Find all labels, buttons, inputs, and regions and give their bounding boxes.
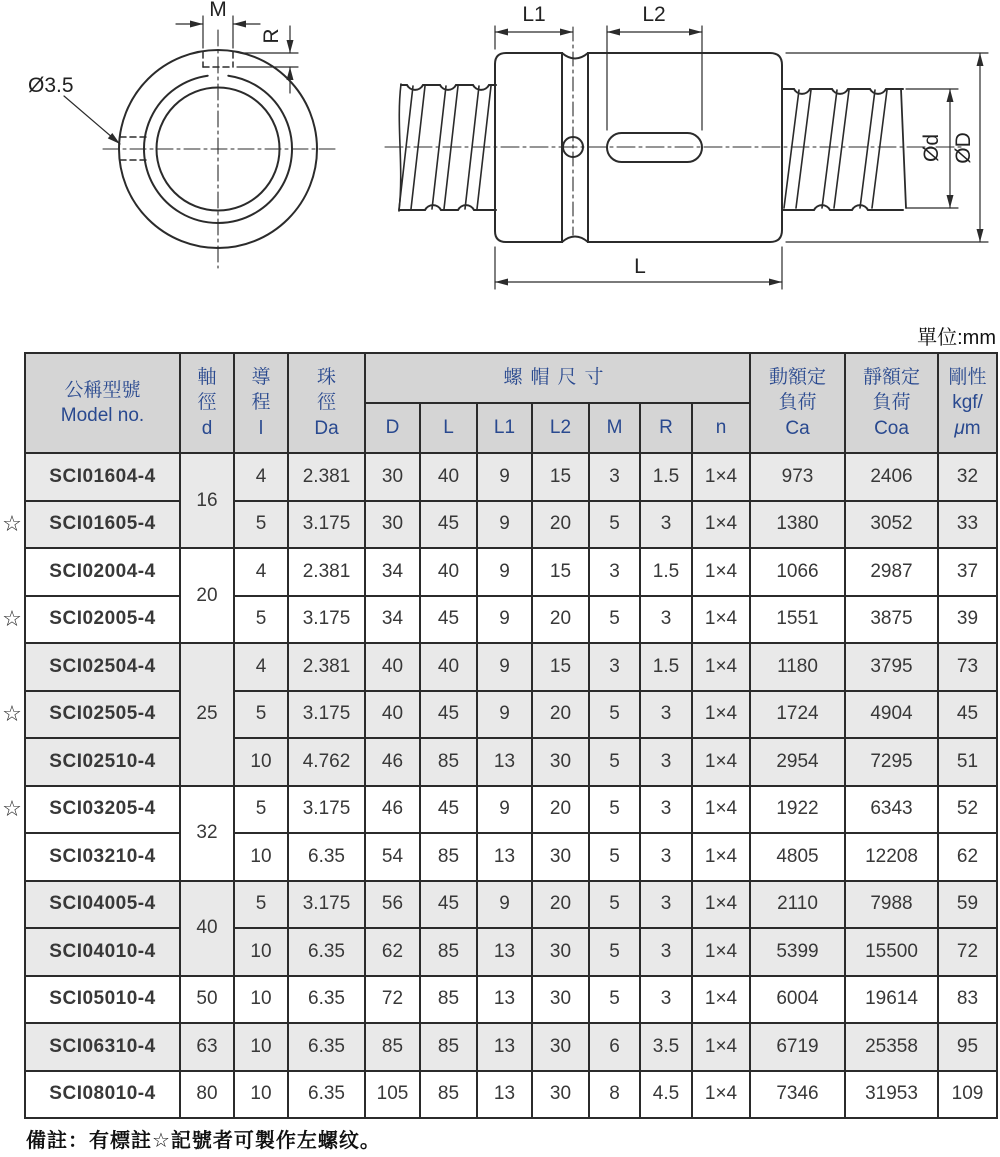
cell-lead: 5: [234, 881, 288, 929]
cell-D: 54: [365, 833, 420, 881]
cell-L2: 20: [532, 691, 589, 739]
col-header-L1: L1: [477, 403, 532, 453]
cell-ca: 2110: [750, 881, 845, 929]
cell-L: 40: [420, 548, 477, 596]
cell-M: 5: [589, 738, 640, 786]
cell-L: 45: [420, 881, 477, 929]
table-row: [0, 501, 997, 549]
cell-L2: 20: [532, 501, 589, 549]
cell-k: 39: [938, 596, 997, 644]
star-gutter: [0, 548, 25, 596]
cell-M: 6: [589, 1023, 640, 1071]
shaft-dia-cell: 40: [180, 881, 234, 976]
cell-L: 85: [420, 1071, 477, 1119]
dim-label-l1: L1: [522, 3, 546, 26]
cell-da: 6.35: [288, 1023, 365, 1071]
dim-label-od-big: ØD: [952, 132, 975, 164]
cell-L1: 9: [477, 643, 532, 691]
cell-ca: 1922: [750, 786, 845, 834]
cell-n: 1×4: [692, 976, 750, 1024]
cell-D: 62: [365, 928, 420, 976]
cell-k: 51: [938, 738, 997, 786]
cell-M: 5: [589, 691, 640, 739]
cell-lead: 10: [234, 738, 288, 786]
cell-L: 45: [420, 786, 477, 834]
col-header-ball-dia: 珠 徑 Da: [288, 353, 365, 453]
cell-da: 2.381: [288, 453, 365, 501]
col-header-L: L: [420, 403, 477, 453]
cell-lead: 10: [234, 928, 288, 976]
cell-R: 3: [640, 738, 692, 786]
cell-L2: 15: [532, 453, 589, 501]
cell-coa: 4904: [845, 691, 938, 739]
cell-D: 30: [365, 453, 420, 501]
cell-D: 46: [365, 738, 420, 786]
cell-L1: 13: [477, 1071, 532, 1119]
cell-coa: 12208: [845, 833, 938, 881]
cell-L: 85: [420, 928, 477, 976]
model-cell: SCI02510-4: [25, 738, 180, 786]
col-header-model: [25, 353, 180, 453]
cell-coa: 7988: [845, 881, 938, 929]
cell-L: 45: [420, 596, 477, 644]
model-cell: SCI04005-4: [25, 881, 180, 929]
cell-k: 33: [938, 501, 997, 549]
cell-lead: 4: [234, 643, 288, 691]
cell-D: 34: [365, 548, 420, 596]
col-header-M: M: [589, 403, 640, 453]
cell-L2: 30: [532, 976, 589, 1024]
cell-coa: 31953: [845, 1071, 938, 1119]
cell-n: 1×4: [692, 881, 750, 929]
col-header-stiffness: 剛性 kgf/ μm: [938, 353, 997, 453]
dim-label-r: R: [260, 28, 283, 44]
cell-lead: 4: [234, 453, 288, 501]
cell-L: 85: [420, 738, 477, 786]
cell-R: 3: [640, 881, 692, 929]
star-gutter: [0, 1023, 25, 1071]
left-thread-star: ☆: [0, 501, 25, 549]
shaft-dia-cell: 63: [180, 1023, 234, 1071]
cell-M: 5: [589, 786, 640, 834]
cell-L1: 13: [477, 928, 532, 976]
cell-n: 1×4: [692, 596, 750, 644]
cell-da: 3.175: [288, 881, 365, 929]
star-gutter: [0, 453, 25, 501]
star-gutter: [0, 738, 25, 786]
technical-drawing: [0, 0, 1000, 330]
spec-table-body: [0, 453, 997, 1118]
header-model-en: Model no.: [60, 405, 145, 426]
cell-da: 3.175: [288, 501, 365, 549]
cell-M: 3: [589, 548, 640, 596]
dim-label-m: M: [209, 0, 227, 21]
cell-M: 5: [589, 501, 640, 549]
cell-R: 3: [640, 976, 692, 1024]
cell-L1: 13: [477, 833, 532, 881]
cell-ca: 973: [750, 453, 845, 501]
cell-ca: 2954: [750, 738, 845, 786]
dim-label-l: L: [634, 255, 646, 278]
cell-R: 3: [640, 786, 692, 834]
cell-coa: 6343: [845, 786, 938, 834]
table-row: [0, 976, 997, 1024]
cell-coa: 2987: [845, 548, 938, 596]
cell-da: 6.35: [288, 833, 365, 881]
model-cell: SCI02004-4: [25, 548, 180, 596]
col-header-L2: L2: [532, 403, 589, 453]
cell-L1: 9: [477, 501, 532, 549]
cell-L2: 20: [532, 596, 589, 644]
cell-M: 5: [589, 833, 640, 881]
shaft-dia-cell: 50: [180, 976, 234, 1024]
model-cell: SCI05010-4: [25, 976, 180, 1024]
shaft-dia-cell: 16: [180, 453, 234, 548]
cell-n: 1×4: [692, 786, 750, 834]
cell-k: 59: [938, 881, 997, 929]
cell-L: 45: [420, 501, 477, 549]
cell-L2: 15: [532, 643, 589, 691]
table-row: [0, 1071, 997, 1119]
cell-ca: 7346: [750, 1071, 845, 1119]
cell-n: 1×4: [692, 1023, 750, 1071]
shaft-dia-cell: 80: [180, 1071, 234, 1119]
col-header-dynamic-load: 動額定 負荷 Ca: [750, 353, 845, 453]
cell-k: 32: [938, 453, 997, 501]
cell-L2: 30: [532, 1023, 589, 1071]
cell-L1: 9: [477, 786, 532, 834]
table-row: [0, 1023, 997, 1071]
cell-n: 1×4: [692, 833, 750, 881]
cell-ca: 1380: [750, 501, 845, 549]
model-cell: SCI02505-4: [25, 691, 180, 739]
cell-R: 4.5: [640, 1071, 692, 1119]
cell-lead: 5: [234, 691, 288, 739]
cell-ca: 6004: [750, 976, 845, 1024]
col-header-lead: 導 程 l: [234, 353, 288, 453]
cell-D: 56: [365, 881, 420, 929]
cell-n: 1×4: [692, 453, 750, 501]
table-row: [0, 928, 997, 976]
dim-label-bore: Ø3.5: [28, 74, 74, 97]
cell-k: 52: [938, 786, 997, 834]
model-cell: SCI01604-4: [25, 453, 180, 501]
star-gutter: [0, 976, 25, 1024]
cell-D: 46: [365, 786, 420, 834]
cell-coa: 25358: [845, 1023, 938, 1071]
col-header-D: D: [365, 403, 420, 453]
col-header-nut-dims: 螺帽尺寸: [365, 353, 750, 403]
star-gutter: [0, 928, 25, 976]
cell-da: 3.175: [288, 786, 365, 834]
cell-k: 45: [938, 691, 997, 739]
cell-L: 85: [420, 833, 477, 881]
cell-lead: 4: [234, 548, 288, 596]
cell-M: 3: [589, 453, 640, 501]
cell-lead: 10: [234, 833, 288, 881]
cell-L2: 15: [532, 548, 589, 596]
cell-L2: 30: [532, 928, 589, 976]
table-row: [0, 596, 997, 644]
cell-R: 3: [640, 596, 692, 644]
cell-D: 85: [365, 1023, 420, 1071]
cell-ca: 1180: [750, 643, 845, 691]
cell-k: 37: [938, 548, 997, 596]
cell-da: 6.35: [288, 1071, 365, 1119]
cell-D: 34: [365, 596, 420, 644]
cell-lead: 10: [234, 1071, 288, 1119]
cell-R: 3: [640, 928, 692, 976]
cell-n: 1×4: [692, 1071, 750, 1119]
cell-coa: 3795: [845, 643, 938, 691]
cell-da: 2.381: [288, 643, 365, 691]
cell-k: 72: [938, 928, 997, 976]
cell-k: 62: [938, 833, 997, 881]
cell-M: 8: [589, 1071, 640, 1119]
col-header-R: R: [640, 403, 692, 453]
header-row-1: [0, 353, 997, 403]
table-row: [0, 643, 997, 691]
cell-L2: 20: [532, 881, 589, 929]
star-gutter: [0, 1071, 25, 1119]
cell-L: 85: [420, 1023, 477, 1071]
cell-M: 5: [589, 976, 640, 1024]
star-gutter: [0, 881, 25, 929]
model-cell: SCI04010-4: [25, 928, 180, 976]
model-cell: SCI08010-4: [25, 1071, 180, 1119]
cell-ca: 1724: [750, 691, 845, 739]
table-row: [0, 738, 997, 786]
cell-da: 3.175: [288, 691, 365, 739]
cell-M: 5: [589, 596, 640, 644]
cell-R: 3: [640, 833, 692, 881]
cell-n: 1×4: [692, 738, 750, 786]
cell-n: 1×4: [692, 501, 750, 549]
dim-label-od-small: Ød: [920, 133, 943, 163]
cell-M: 3: [589, 643, 640, 691]
model-cell: SCI03205-4: [25, 786, 180, 834]
cell-R: 3: [640, 501, 692, 549]
cell-D: 105: [365, 1071, 420, 1119]
cell-L2: 30: [532, 738, 589, 786]
left-thread-star: ☆: [0, 596, 25, 644]
cell-lead: 5: [234, 596, 288, 644]
cell-coa: 3052: [845, 501, 938, 549]
cell-n: 1×4: [692, 691, 750, 739]
col-header-n: n: [692, 403, 750, 453]
cell-R: 3.5: [640, 1023, 692, 1071]
cell-coa: 15500: [845, 928, 938, 976]
cell-L1: 13: [477, 1023, 532, 1071]
shaft-dia-cell: 32: [180, 786, 234, 881]
cell-M: 5: [589, 881, 640, 929]
cell-L: 85: [420, 976, 477, 1024]
cell-da: 6.35: [288, 976, 365, 1024]
cell-da: 2.381: [288, 548, 365, 596]
col-header-static-load: 靜額定 負荷 Coa: [845, 353, 938, 453]
col-header-shaft-dia: 軸 徑 d: [180, 353, 234, 453]
model-cell: SCI03210-4: [25, 833, 180, 881]
cell-L2: 30: [532, 1071, 589, 1119]
cell-da: 6.35: [288, 928, 365, 976]
cell-coa: 7295: [845, 738, 938, 786]
left-thread-star: ☆: [0, 786, 25, 834]
left-thread-star: ☆: [0, 691, 25, 739]
cell-ca: 5399: [750, 928, 845, 976]
unit-label: 單位:mm: [917, 327, 996, 349]
nut-cross-section-view: [28, 0, 336, 268]
cell-R: 1.5: [640, 643, 692, 691]
cell-L1: 9: [477, 453, 532, 501]
table-row: [0, 881, 997, 929]
screw-thread-right: [783, 89, 906, 210]
cell-L: 40: [420, 643, 477, 691]
cell-coa: 3875: [845, 596, 938, 644]
cell-L1: 9: [477, 548, 532, 596]
cell-L1: 9: [477, 596, 532, 644]
table-row: [0, 786, 997, 834]
cell-ca: 4805: [750, 833, 845, 881]
star-gutter-header: [0, 353, 25, 453]
shaft-dia-cell: 20: [180, 548, 234, 643]
cell-R: 3: [640, 691, 692, 739]
cell-L1: 13: [477, 738, 532, 786]
cell-n: 1×4: [692, 643, 750, 691]
cell-L: 45: [420, 691, 477, 739]
star-gutter: [0, 833, 25, 881]
cell-D: 40: [365, 691, 420, 739]
cell-D: 72: [365, 976, 420, 1024]
cell-da: 4.762: [288, 738, 365, 786]
cell-L2: 20: [532, 786, 589, 834]
table-row: [0, 453, 997, 501]
cell-coa: 2406: [845, 453, 938, 501]
table-row: [0, 691, 997, 739]
cell-lead: 10: [234, 1023, 288, 1071]
cell-L: 40: [420, 453, 477, 501]
cell-ca: 6719: [750, 1023, 845, 1071]
cell-k: 83: [938, 976, 997, 1024]
model-cell: SCI06310-4: [25, 1023, 180, 1071]
cell-L2: 30: [532, 833, 589, 881]
shaft-dia-cell: 25: [180, 643, 234, 786]
cell-M: 5: [589, 928, 640, 976]
cell-k: 95: [938, 1023, 997, 1071]
cell-ca: 1066: [750, 548, 845, 596]
ballscrew-side-view: [385, 3, 988, 289]
star-gutter: [0, 643, 25, 691]
header-model-zh: 公稱型號: [64, 379, 141, 401]
spec-table: [0, 352, 998, 1119]
cell-da: 3.175: [288, 596, 365, 644]
dim-label-l2: L2: [642, 3, 666, 26]
footnote: 備註：有標註☆記號者可製作左螺纹。: [26, 1130, 381, 1152]
cell-L1: 13: [477, 976, 532, 1024]
cell-lead: 5: [234, 501, 288, 549]
cell-L1: 9: [477, 881, 532, 929]
cell-ca: 1551: [750, 596, 845, 644]
table-row: [0, 833, 997, 881]
table-row: [0, 548, 997, 596]
cell-coa: 19614: [845, 976, 938, 1024]
cell-n: 1×4: [692, 928, 750, 976]
model-cell: SCI01605-4: [25, 501, 180, 549]
cell-D: 40: [365, 643, 420, 691]
cell-L1: 9: [477, 691, 532, 739]
cell-D: 30: [365, 501, 420, 549]
cell-lead: 10: [234, 976, 288, 1024]
model-cell: SCI02504-4: [25, 643, 180, 691]
cell-k: 109: [938, 1071, 997, 1119]
cell-lead: 5: [234, 786, 288, 834]
cell-R: 1.5: [640, 453, 692, 501]
cell-R: 1.5: [640, 548, 692, 596]
cell-k: 73: [938, 643, 997, 691]
model-cell: SCI02005-4: [25, 596, 180, 644]
cell-n: 1×4: [692, 548, 750, 596]
